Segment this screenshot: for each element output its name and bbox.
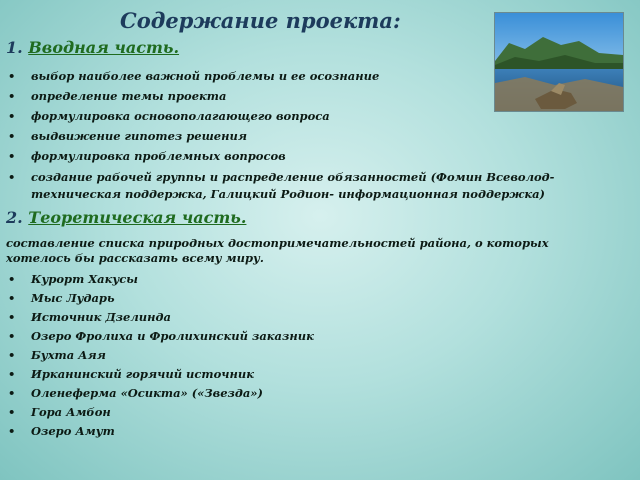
bullet-icon: • <box>8 69 16 83</box>
list-item: • определение темы проекта <box>8 89 227 103</box>
section-2-heading <box>6 208 246 227</box>
list-item: • выбор наиболее важной проблемы и ее осознание <box>8 69 380 83</box>
list-item: • формулировка проблемных вопросов <box>8 149 286 163</box>
list-item: • Источник Дзелинда <box>8 310 171 324</box>
bullet-icon: • <box>8 170 16 184</box>
bullet-icon: • <box>8 310 16 324</box>
list-item: • Озеро Амут <box>8 424 115 438</box>
bullet-icon: • <box>8 424 16 438</box>
list-item: • Гора Амбон <box>8 405 111 419</box>
bullet-icon: • <box>8 149 16 163</box>
section-2-list <box>0 272 620 443</box>
page-title: Содержание проекта: <box>120 8 401 33</box>
section-2-number: 2. <box>6 208 23 227</box>
list-item: • формулировка основополагающего вопроса <box>8 109 330 123</box>
list-item: • Озеро Фролиха и Фролихинский заказник <box>8 329 314 343</box>
bullet-icon: • <box>8 129 16 143</box>
section-1-heading <box>6 38 179 57</box>
section-1-label: Вводная часть. <box>28 38 180 57</box>
section-2-intro: составление списка природных достопримечательностей района, о которых хотелось бы рассказать всему миру. <box>6 236 549 265</box>
bullet-icon: • <box>8 386 16 400</box>
section-1-list <box>0 69 620 203</box>
list-item: • выдвижение гипотез решения <box>8 129 247 143</box>
bullet-icon: • <box>8 109 16 123</box>
list-item: • Курорт Хакусы <box>8 272 139 286</box>
bullet-icon: • <box>8 89 16 103</box>
bullet-icon: • <box>8 348 16 362</box>
bullet-icon: • <box>8 329 16 343</box>
list-item: • Ирканинский горячий источник <box>8 367 255 381</box>
list-item: • Мыс Лударь <box>8 291 115 305</box>
list-item: • Оленеферма «Осикта» («Звезда») <box>8 386 263 400</box>
list-item: • Бухта Аяя <box>8 348 106 362</box>
list-item: • создание рабочей группы и распределение обязанностей (Фомин Всеволод- техническая поддержка, Галицкий Родион- информационная поддержка) <box>8 170 555 201</box>
bullet-icon: • <box>8 367 16 381</box>
section-2-label: Теоретическая часть. <box>28 208 247 227</box>
bullet-icon: • <box>8 291 16 305</box>
bullet-icon: • <box>8 405 16 419</box>
bullet-icon: • <box>8 272 16 286</box>
section-1-number: 1. <box>6 38 23 57</box>
